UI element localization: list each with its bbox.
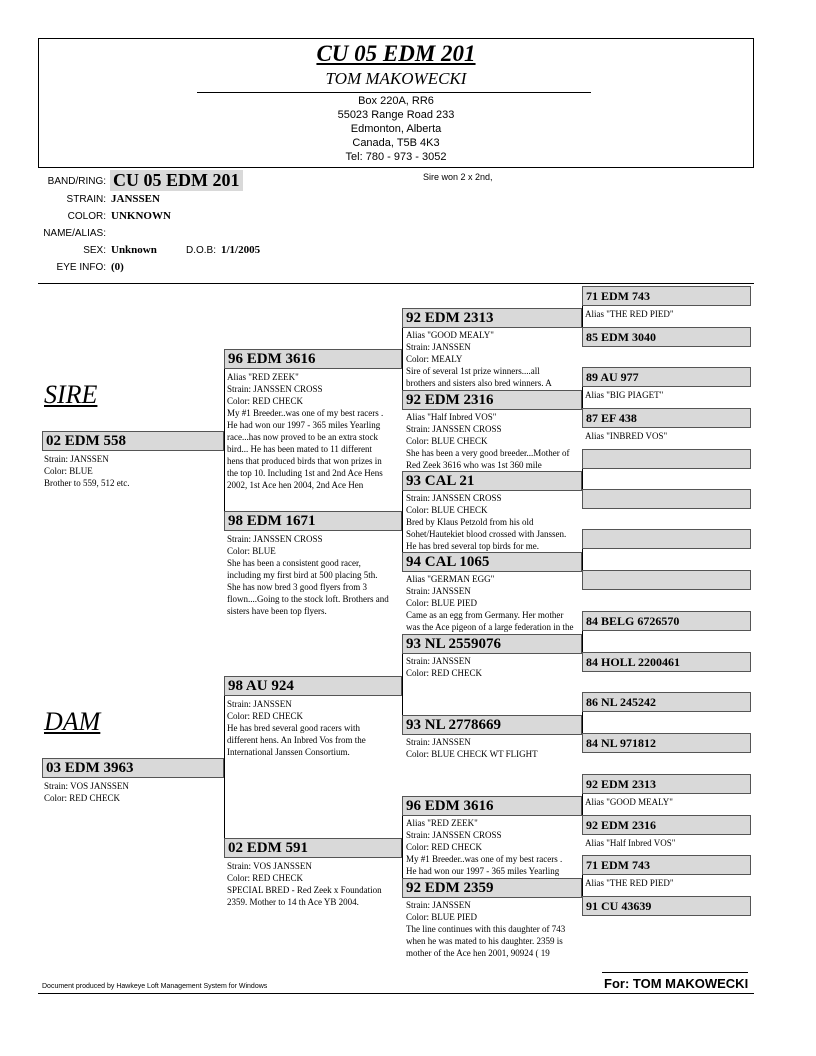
address-line: Box 220A, RR6: [358, 95, 434, 107]
detail-line: Strain: JANSSEN: [44, 454, 109, 464]
detail-line: Color: BLUE CHECK: [406, 505, 488, 515]
gen3-details: [406, 899, 582, 961]
gen4-band-box: 71 EDM 743: [582, 855, 751, 875]
gen3-band-box: 94 CAL 1065: [402, 552, 582, 572]
detail-line: Color: RED CHECK: [406, 668, 483, 678]
gen4-band-box: 71 EDM 743: [582, 286, 751, 306]
separator: [38, 283, 754, 284]
dob-label: D.O.B:: [186, 245, 217, 256]
gen2-details: [227, 533, 402, 619]
detail-line: Alias "GOOD MEALY": [406, 330, 494, 340]
detail-line: Color: BLUE CHECK: [406, 436, 488, 446]
detail-line: Color: MEALY: [406, 354, 463, 364]
gen4-band-box: 92 EDM 2313: [582, 774, 751, 794]
detail-line: race...has now proved to be an extra stock: [227, 432, 378, 442]
detail-line: mother of the Ace hen 2001, 90924 ( 19: [406, 948, 550, 958]
gen4-alias: Alias "Half Inbred VOS": [585, 838, 676, 848]
gen2-details: [227, 698, 402, 760]
detail-line: Strain: JANSSEN: [406, 737, 471, 747]
connector-line: [224, 686, 225, 848]
detail-line: different hens. An Inbred Vos from the: [227, 735, 366, 745]
gen4-band-box: 84 BELG 6726570: [582, 611, 751, 631]
sire-details: [44, 453, 224, 493]
detail-line: International Janssen Consortium.: [227, 747, 350, 757]
detail-line: My #1 Breeder..was one of my best racers .: [227, 408, 384, 418]
gen3-band-box: 92 EDM 2316: [402, 390, 582, 410]
band-value: CU 05 EDM 201: [110, 170, 243, 191]
detail-line: Color: BLUE: [227, 546, 276, 556]
detail-line: He has bred several top birds for me.: [406, 541, 539, 551]
footer-rule: [602, 972, 748, 973]
detail-line: Strain: JANSSEN: [406, 342, 471, 352]
detail-line: Strain: JANSSEN: [406, 586, 471, 596]
detail-line: the top 10. Including 1st and 2nd Ace Hens: [227, 468, 383, 478]
strain-value: JANSSEN: [111, 193, 160, 205]
detail-line: Color: RED CHECK: [227, 396, 304, 406]
gen4-band-box: [582, 449, 751, 469]
gen2-details: [227, 371, 402, 493]
gen3-details: [406, 817, 582, 877]
detail-line: My #1 Breeder..was one of my best racers .: [406, 854, 563, 864]
name-alias-label: NAME/ALIAS:: [43, 228, 106, 239]
separator: [38, 993, 754, 994]
gen4-band-box: 85 EDM 3040: [582, 327, 751, 347]
detail-line: Color: BLUE: [44, 466, 93, 476]
header-box: [38, 38, 754, 168]
detail-line: hens that produced birds that won prizes in: [227, 456, 382, 466]
gen2-band-box: 96 EDM 3616: [224, 349, 402, 369]
detail-line: Red Zeek 3616 who was 1st 360 mile: [406, 460, 542, 470]
gen4-band-box: [582, 529, 751, 549]
detail-line: Strain: JANSSEN: [406, 900, 471, 910]
detail-line: Alias "Half Inbred VOS": [406, 412, 497, 422]
detail-line: when he was mated to his daughter. 2359 is: [406, 936, 563, 946]
gen3-details: [406, 492, 582, 552]
gen4-alias: Alias "THE RED PIED": [585, 878, 674, 888]
detail-line: She has now bred 3 good flyers from 3: [227, 582, 367, 592]
detail-line: Strain: JANSSEN CROSS: [406, 424, 502, 434]
detail-line: flown....Going to the stock loft. Brothers and: [227, 594, 389, 604]
color-value: UNKNOWN: [111, 210, 171, 222]
connector-line: [402, 318, 403, 399]
gen4-band-box: 87 EF 438: [582, 408, 751, 428]
gen2-band-box: 98 AU 924: [224, 676, 402, 696]
detail-line: Color: BLUE CHECK WT FLIGHT: [406, 749, 538, 759]
dam-heading: DAM: [44, 707, 101, 736]
phone-line: Tel: 780 - 973 - 3052: [345, 151, 447, 163]
detail-line: sisters have been top flyers.: [227, 606, 327, 616]
detail-line: Alias "RED ZEEK": [227, 372, 299, 382]
detail-line: Brother to 559, 512 etc.: [44, 478, 130, 488]
detail-line: Strain: VOS JANSSEN: [227, 861, 312, 871]
gen4-alias: [585, 349, 751, 361]
gen4-alias: Alias "GOOD MEALY": [585, 797, 673, 807]
gen3-band-box: 92 EDM 2359: [402, 878, 582, 898]
detail-line: Sire of several 1st prize winners....all: [406, 366, 540, 376]
detail-line: Color: RED CHECK: [227, 873, 304, 883]
gen4-alias: Alias "INBRED VOS": [585, 431, 668, 441]
detail-line: Color: BLUE PIED: [406, 598, 477, 608]
detail-line: Bred by Klaus Petzold from his old: [406, 517, 534, 527]
detail-line: Strain: JANSSEN: [406, 656, 471, 666]
gen4-band-box: 86 NL 245242: [582, 692, 751, 712]
detail-line: Came as an egg from Germany. Her mother: [406, 610, 564, 620]
address-line: 55023 Range Road 233: [337, 109, 455, 121]
gen2-details: [227, 860, 402, 910]
detail-line: Alias "RED ZEEK": [406, 818, 478, 828]
detail-line: He had won our 1997 - 365 miles Yearling: [227, 420, 381, 430]
header-rule: [197, 92, 591, 93]
gen4-band-box: 91 CU 43639: [582, 896, 751, 916]
detail-line: Color: BLUE PIED: [406, 912, 477, 922]
gen3-band-box: 93 NL 2778669: [402, 715, 582, 735]
detail-line: Strain: JANSSEN: [227, 699, 292, 709]
detail-line: 2359. Mother to 14 th Ace YB 2004.: [227, 897, 359, 907]
connector-line: [402, 480, 403, 562]
gen3-details: [406, 736, 582, 762]
detail-line: Strain: JANSSEN CROSS: [227, 384, 323, 394]
gen4-band-box: 84 HOLL 2200461: [582, 652, 751, 672]
detail-line: 2002, 1st Ace hen 2004, 2nd Ace Hen: [227, 480, 364, 490]
dam-details: [44, 780, 224, 808]
owner-name: TOM MAKOWECKI: [325, 69, 467, 88]
detail-line: She has been a consistent good racer,: [227, 558, 361, 568]
detail-line: Strain: VOS JANSSEN: [44, 781, 129, 791]
color-label: COLOR:: [67, 211, 106, 222]
detail-line: was the Ace pigeon of a large federation in the: [406, 622, 574, 632]
strain-label: STRAIN:: [66, 194, 106, 205]
gen3-details: [406, 573, 582, 633]
gen3-band-box: 93 CAL 21: [402, 471, 582, 491]
gen4-band-box: [582, 570, 751, 590]
sex-label: SEX:: [83, 245, 106, 256]
sire-band-box: 02 EDM 558: [42, 431, 224, 451]
gen3-band-box: 92 EDM 2313: [402, 308, 582, 328]
bird-comment: Sire won 2 x 2nd,: [423, 172, 493, 182]
address-line: Canada, T5B 4K3: [352, 137, 440, 149]
connector-line: [402, 806, 403, 888]
gen2-band-box: 02 EDM 591: [224, 838, 402, 858]
gen4-band-box: [582, 489, 751, 509]
sire-heading: SIRE: [44, 380, 98, 409]
gen4-alias: Alias "THE RED PIED": [585, 309, 674, 319]
detail-line: He had won our 1997 - 365 miles Yearling: [406, 866, 560, 876]
detail-line: Color: RED CHECK: [44, 793, 121, 803]
footer-for: For: TOM MAKOWECKI: [604, 976, 749, 991]
detail-line: including my first bird at 500 placing 5th.: [227, 570, 378, 580]
footer-credit: Document produced by Hawkeye Loft Management System for Windows: [42, 983, 268, 990]
gen3-details: [406, 411, 582, 471]
gen4-band-box: 84 NL 971812: [582, 733, 751, 753]
eye-info-label: EYE INFO:: [56, 262, 106, 273]
band-label: BAND/RING:: [47, 176, 106, 187]
detail-line: Color: RED CHECK: [406, 842, 483, 852]
detail-line: Sohet/Hautekiet blood crossed with Janssen.: [406, 529, 567, 539]
connector-line: [402, 644, 403, 725]
connector-line: [224, 359, 225, 521]
detail-line: He has bred several good racers with: [227, 723, 360, 733]
detail-line: Strain: JANSSEN CROSS: [227, 534, 323, 544]
gen4-alias: Alias "BIG PIAGET": [585, 390, 664, 400]
gen4-band-box: 92 EDM 2316: [582, 815, 751, 835]
detail-line: She has been a very good breeder...Mother of: [406, 448, 570, 458]
gen2-band-box: 98 EDM 1671: [224, 511, 402, 531]
detail-line: Strain: JANSSEN CROSS: [406, 830, 502, 840]
detail-line: The line continues with this daughter of 743: [406, 924, 566, 934]
gen3-band-box: 96 EDM 3616: [402, 796, 582, 816]
gen4-band-box: 89 AU 977: [582, 367, 751, 387]
detail-line: bird... He has been mated to 11 different: [227, 444, 372, 454]
dam-band-box: 03 EDM 3963: [42, 758, 224, 778]
sex-value: Unknown: [111, 244, 157, 256]
detail-line: Strain: JANSSEN CROSS: [406, 493, 502, 503]
detail-line: Alias "GERMAN EGG": [406, 574, 495, 584]
gen3-details: [406, 329, 582, 389]
address-line: Edmonton, Alberta: [350, 123, 442, 135]
detail-line: SPECIAL BRED - Red Zeek x Foundation: [227, 885, 382, 895]
pedigree-title: CU 05 EDM 201: [316, 41, 476, 66]
detail-line: brothers and sisters also bred winners. A: [406, 378, 552, 388]
eye-info-value: (0): [111, 261, 124, 273]
dob-value: 1/1/2005: [221, 244, 261, 256]
detail-line: Color: RED CHECK: [227, 711, 304, 721]
gen3-details: [406, 655, 582, 681]
gen3-band-box: 93 NL 2559076: [402, 634, 582, 654]
